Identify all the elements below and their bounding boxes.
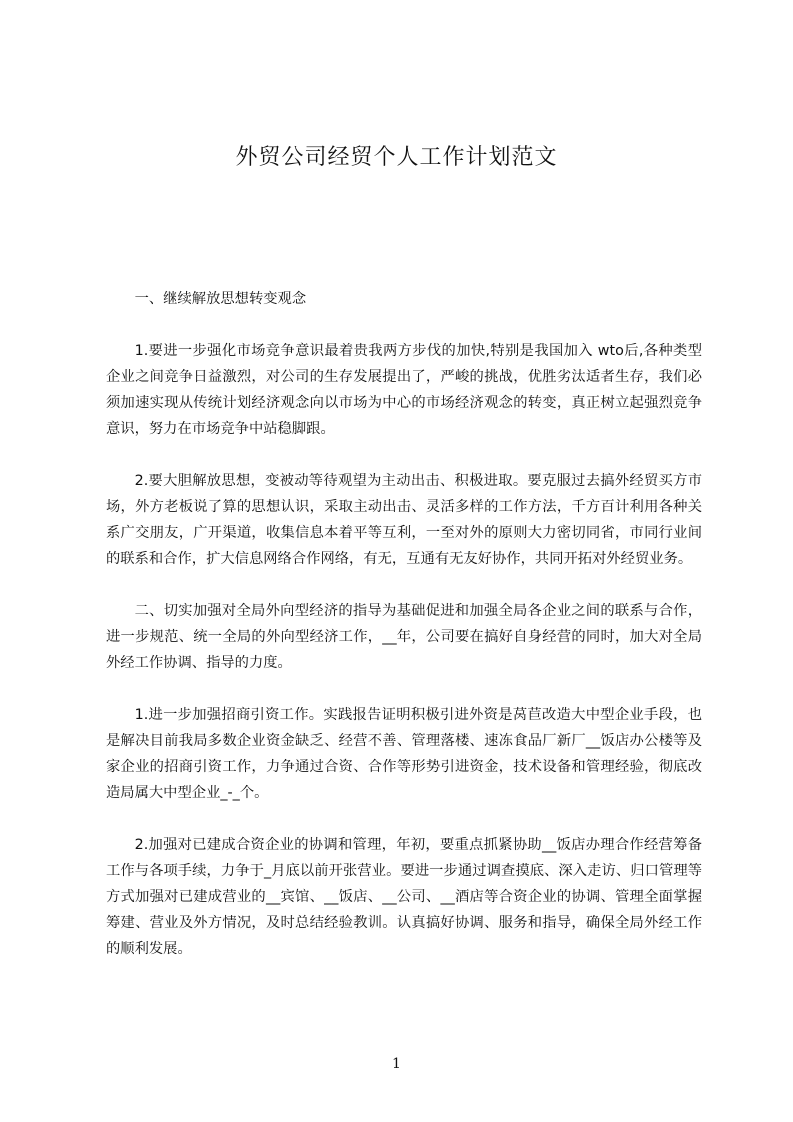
section-heading-2: 二、切实加强对全局外向型经济的指导为基础促进和加强全局各企业之间的联系与合作，进一步规范、统一全局的外向型经济工作，__年，公司要在搞好自身经营的同时，加大对全局外经工作协调、指导的力度。 xyxy=(106,603,702,671)
document-title: 外贸公司经贸个人工作计划范文 xyxy=(235,145,558,170)
paragraph: 2.要大胆解放思想，变被动等待观望为主动出击、积极进取。要克服过去搞外经贸买方市场，外方老板说了算的思想认识，采取主动出击、灵活多样的工作方法，千方百计利用各种关系广交朋友，广开渠道，收集信息本着平等互利，一至对外的原则大力密切同省，市同行业间的联系和合作，扩大信息网络合作网络，有无，互通有无友好协作，共同开拓对外经贸业务。 xyxy=(106,473,702,567)
document-body xyxy=(106,286,702,988)
paragraph: 2.加强对已建成合资企业的协调和管理，年初，要重点抓紧协助__饭店办理合作经营筹备工作与各项手续，力争于_月底以前开张营业。要进一步通过调查摸底、深入走访、归口管理等方式加强对已建成营业的__宾馆、__饭店、__公司、__酒店等合资企业的协调、管理全面掌握筹建、营业及外方情况，及时总结经验教训。认真搞好协调、服务和指导，确保全局外经工作的顺利发展。 xyxy=(106,837,702,957)
paragraph: 1.要进一步强化市场竞争意识最着贵我两方步伐的加快,特别是我国加入 wto后,各种类型企业之间竞争日益激烈，对公司的生存发展提出了，严峻的挑战，优胜劣汰适者生存，我们必须加速实现从传统计划经济观念向以市场为中心的市场经济观念的转变，真正树立起强烈竞争意识，努力在市场竞争中站稳脚跟。 xyxy=(106,343,702,437)
page-number: 1 xyxy=(392,1056,401,1072)
paragraph: 1.进一步加强招商引资工作。实践报告证明积极引进外资是莴苣改造大中型企业手段，也是解决目前我局多数企业资金缺乏、经营不善、管理落楼、速冻食品厂新厂__饭店办公楼等及家企业的招商引资工作，力争通过合资、合作等形势引进资金，技术设备和管理经验，彻底改造局属大中型企业_-_个。 xyxy=(106,707,702,801)
section-heading-1: 一、继续解放思想转变观念 xyxy=(134,291,307,307)
